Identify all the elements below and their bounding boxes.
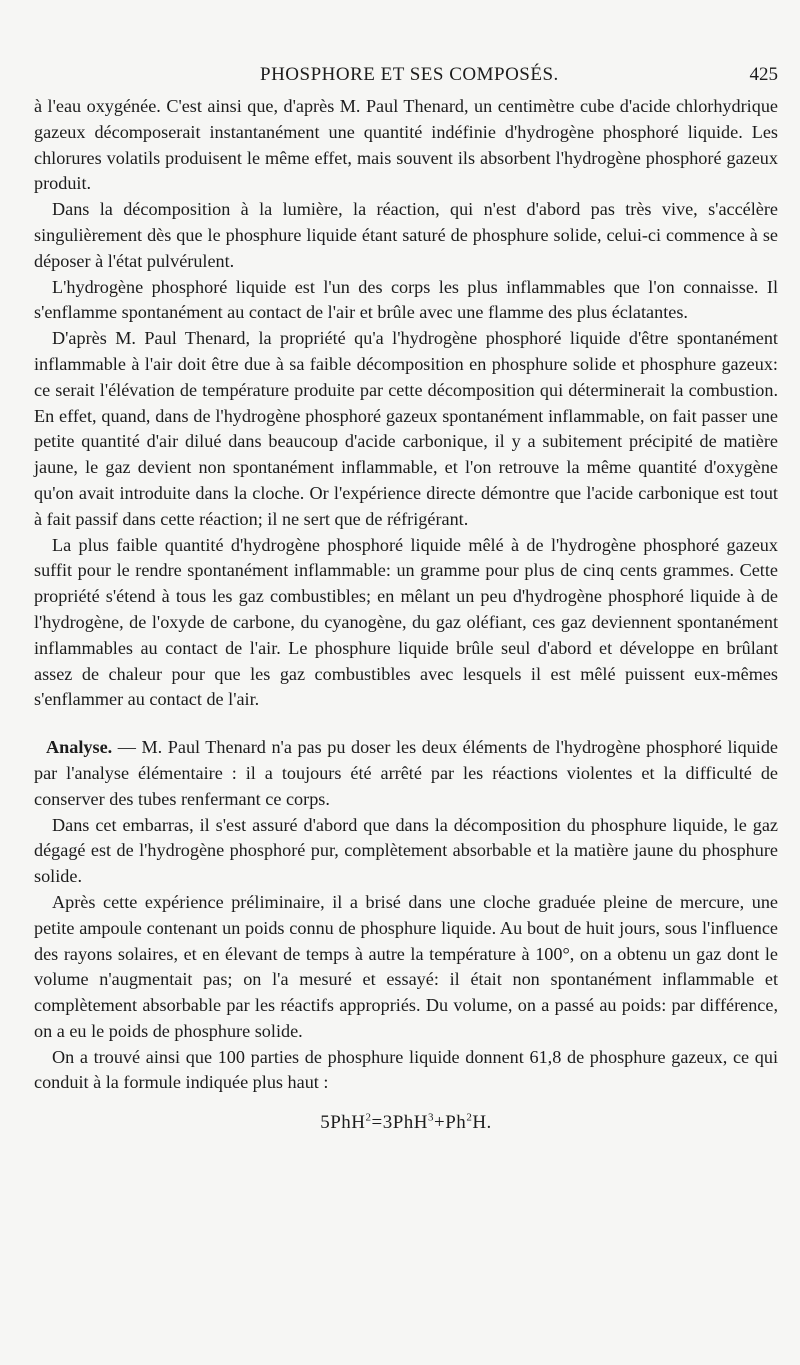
- formula-exponent: 3: [428, 1111, 435, 1124]
- page-body: [34, 94, 778, 1136]
- formula-exponent: 2: [365, 1111, 372, 1124]
- paragraph: On a trouvé ainsi que 100 parties de phosphure liquide donnent 61,8 de phosphure gazeux, ce qui conduit à la formule indiquée plus haut :: [34, 1046, 778, 1093]
- paragraph: Dans la décomposition à la lumière, la réaction, qui n'est d'abord pas très vive, s'accélère singulièrement dès que le phosphure liquide étant saturé de phosphure solide, celui-ci commence à se déposer à l'état pulvérulent.: [34, 199, 778, 271]
- paragraph: Dans cet embarras, il s'est assuré d'abord que dans la décomposition du phosphure liquide, le gaz dégagé est de l'hydrogène phosphoré pur, complètement absorbable et la matière jaune du phosphure solide.: [34, 814, 778, 887]
- analyse-text: — M. Paul Thenard n'a pas pu doser les deux éléments de l'hydrogène phosphoré liquide par l'analyse élémentaire : il a toujours été arrêté par les réactions violentes et la difficulté de conserver des tubes renfermant ce corps.: [34, 737, 778, 809]
- formula-exponent: 2: [466, 1111, 473, 1124]
- formula-term: Ph: [445, 1112, 467, 1134]
- paragraph: L'hydrogène phosphoré liquide est l'un des corps les plus inflammables que l'on connaisse. Il s'enflamme spontanément au contact de l'air et brûle avec une flamme des plus éclatantes.: [34, 276, 778, 323]
- formula-term: H.: [472, 1112, 492, 1134]
- page-header: [34, 64, 778, 94]
- section-heading: Analyse.: [46, 737, 113, 758]
- running-title: PHOSPHORE ET SES COMPOSÉS.: [260, 64, 559, 85]
- formula-term: 5PhH: [320, 1112, 366, 1134]
- paragraph: D'après M. Paul Thenard, la propriété qu'a l'hydrogène phosphoré liquide d'être spontanément inflammable à l'air doit être due à sa faible décomposition en phosphure solide et phosphure gazeux: ce serait l'élévation de température produite par cette décomposition qui déterminerait la combustion. En effet, quand, dans de l'hydrogène phosphoré gazeux spontanément inflammable, on fait passer une petite quantité d'air dilué dans beaucoup d'acide carbonique, il y a subitement précipité de matière jaune, le gaz devient non spontanément inflammable, et l'on retrouve la même quantité d'oxygène qu'on avait introduite dans la cloche. Or l'expérience directe démontre que l'acide carbonique est tout à fait passif dans cette réaction; il ne sert que de réfrigérant.: [34, 328, 778, 529]
- page-number: 425: [749, 64, 778, 85]
- paragraph: La plus faible quantité d'hydrogène phosphoré liquide mêlé à de l'hydrogène phosphoré gazeux suffit pour le rendre spontanément inflammable: un gramme pour plus de cinq cents grammes. Cette propriété s'étend à tous les gaz combustibles; en mêlant un peu d'hydrogène phosphoré liquide à de l'hydrogène, de l'oxyde de carbone, du cyanogène, du gaz oléfiant, ces gaz deviennent spontanément inflammables au contact de l'air. Le phosphure liquide brûle seul d'abord et développe en brûlant assez de chaleur pour que les gaz combustibles avec lesquels il est mêlé puissent eux-mêmes s'enflammer au contact de l'air.: [34, 534, 778, 710]
- chemical-formula: [34, 1110, 778, 1136]
- paragraph: Après cette expérience préliminaire, il a brisé dans une cloche graduée pleine de mercure, une petite ampoule contenant un poids connu de phosphure liquide. Au bout de huit jours, sous l'influence des rayons solaires, et en élevant de temps à autre la température à 100°, on a obtenu un gaz dont le volume n'augmentait pas; on l'a mesuré et essayé: il était non spontanément inflammable et complètement absorbable par les réactifs appropriés. Du volume, on a passé au poids: par différence, on a eu le poids de phosphure solide.: [34, 891, 778, 1041]
- book-page: [34, 64, 778, 1136]
- formula-operator: =: [371, 1112, 383, 1134]
- analyse-paragraph: [34, 735, 778, 812]
- paragraph: à l'eau oxygénée. C'est ainsi que, d'après M. Paul Thenard, un centimètre cube d'acide chlorhydrique gazeux décomposerait instantanément une quantité indéfinie d'hydrogène phosphoré liquide. Les chlorures volatils produisent le même effet, mais souvent ils absorbent l'hydrogène phosphoré gazeux produit.: [34, 96, 778, 194]
- formula-operator: +: [434, 1112, 446, 1134]
- formula-term: 3PhH: [382, 1112, 429, 1134]
